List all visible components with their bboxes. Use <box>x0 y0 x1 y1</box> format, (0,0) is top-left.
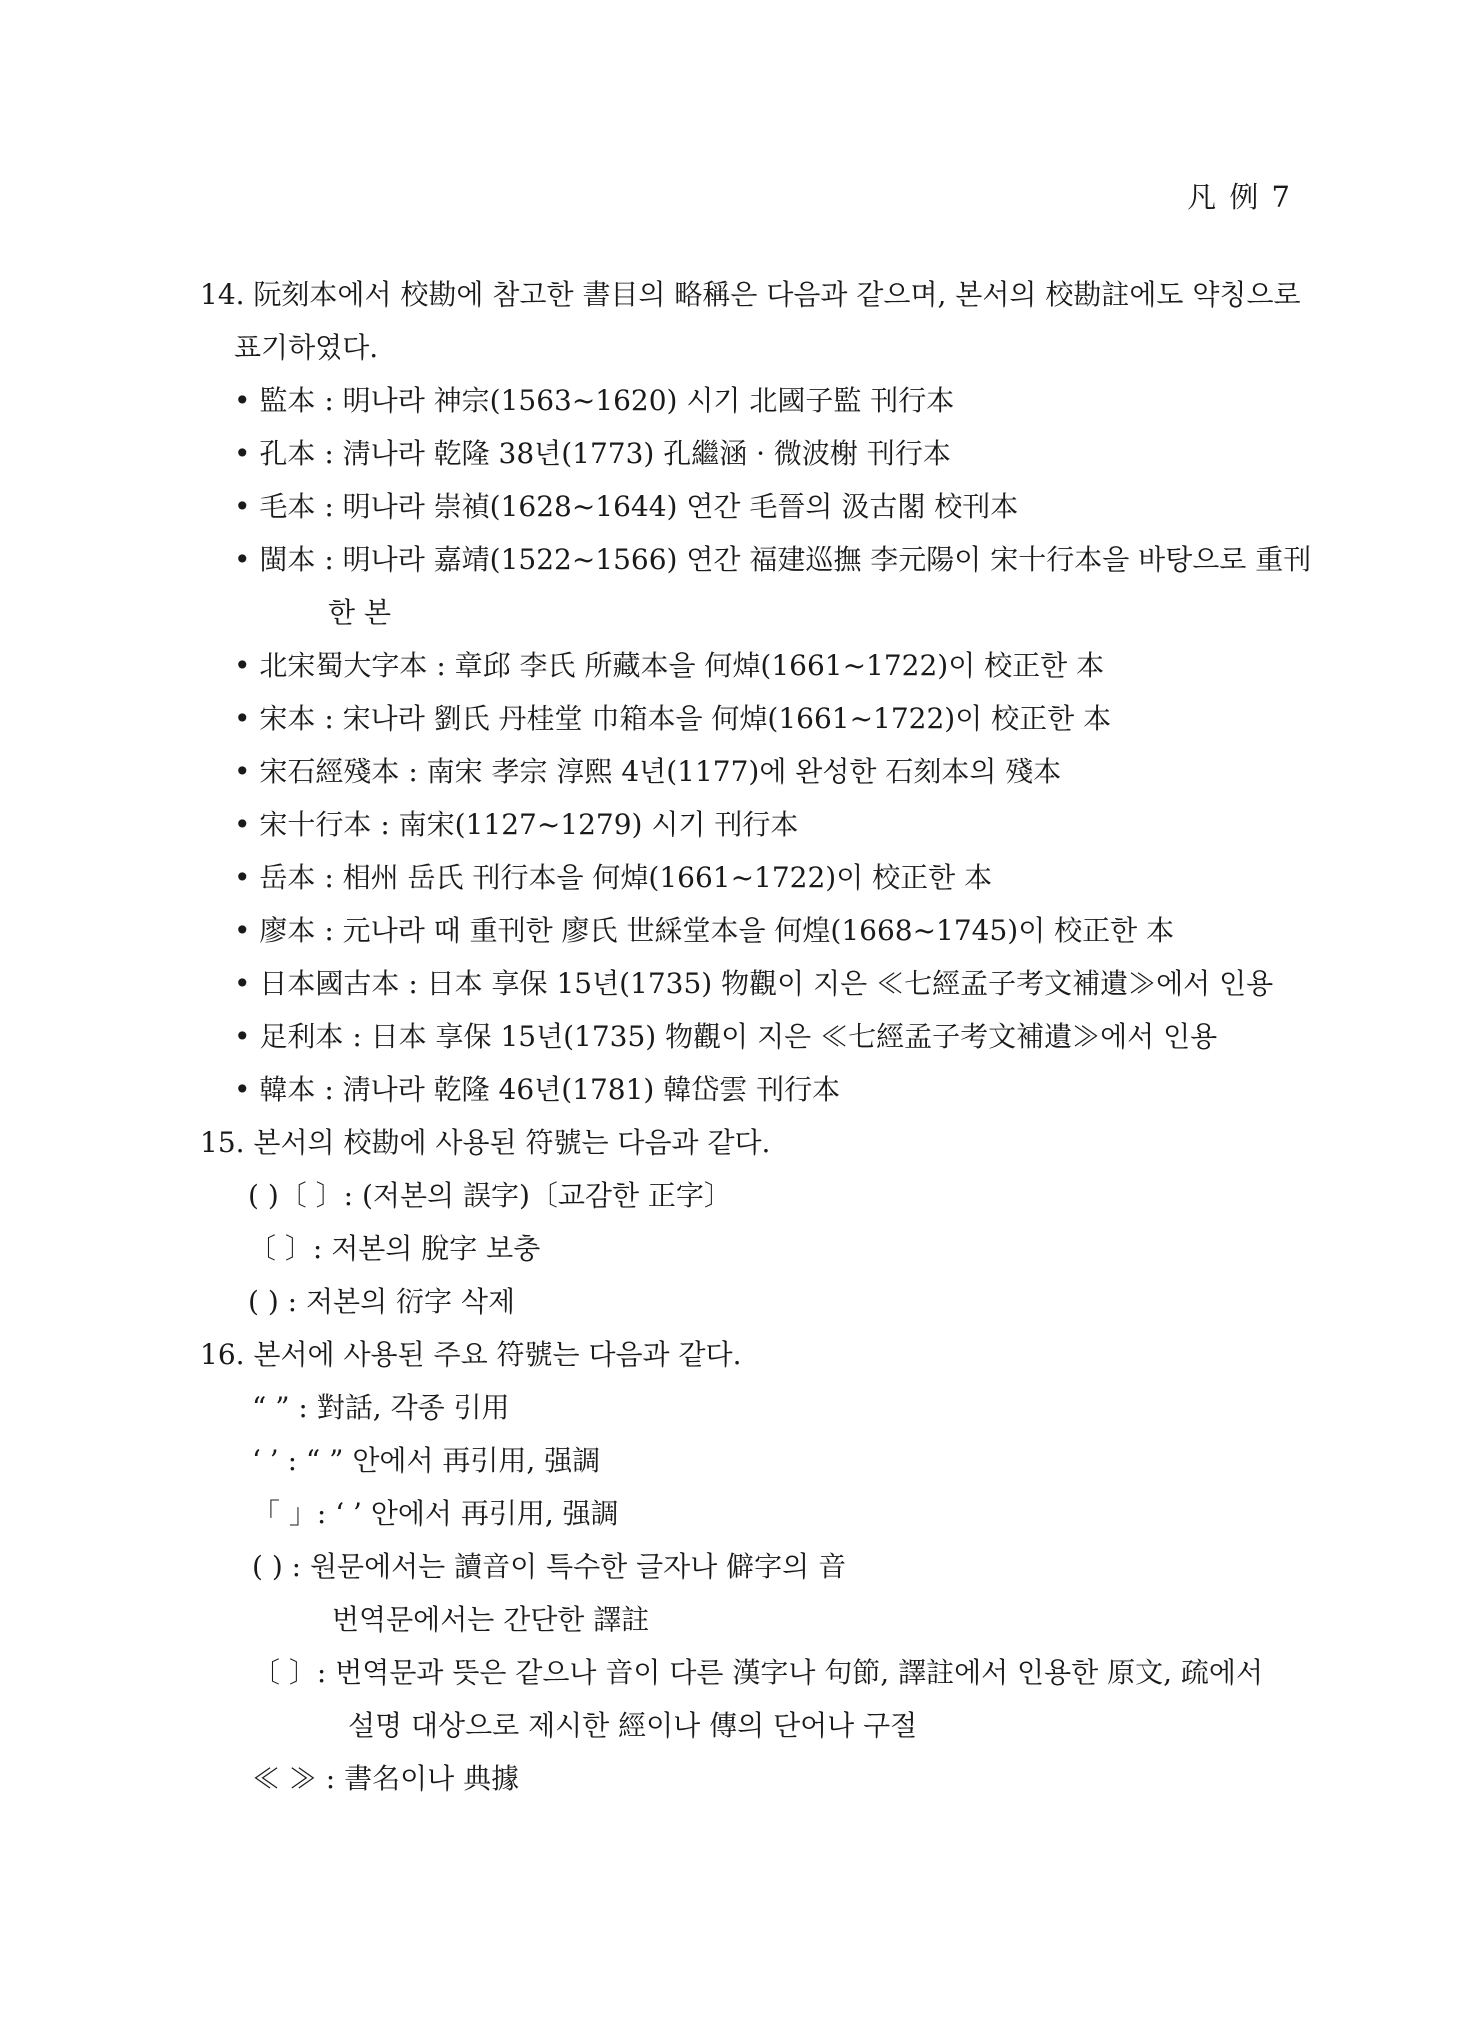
text-line: • 宋石經殘本 : 南宋 孝宗 淳熙 4년(1177)에 완성한 石刻本의 殘本 <box>234 755 1062 788</box>
text-line: • 日本國古本 : 日本 享保 15년(1735) 物觀이 지은 ≪七經孟子考文補遺≫에서 인용 <box>234 967 1274 1000</box>
text-line: • 宋本 : 宋나라 劉氏 丹桂堂 巾箱本을 何焯(1661~1722)이 校正한 本 <box>234 702 1112 735</box>
text-line: ( ) : 원문에서는 讀音이 특수한 글자나 僻字의 音 <box>252 1550 847 1583</box>
text-line: 「 」: ‘ ’ 안에서 再引用, 强調 <box>252 1497 619 1530</box>
text-line: 번역문에서는 간단한 譯註 <box>332 1603 650 1636</box>
text-line: 표기하였다. <box>234 331 379 364</box>
text-line: 15. 본서의 校勘에 사용된 符號는 다음과 같다. <box>200 1126 771 1159</box>
running-header: 凡 例 7 <box>1187 180 1292 214</box>
text-line: 〔 〕: 저본의 脫字 보충 <box>248 1232 541 1265</box>
text-line: • 足利本 : 日本 享保 15년(1735) 物觀이 지은 ≪七經孟子考文補遺≫에서 인용 <box>234 1020 1218 1053</box>
text-line: • 毛本 : 明나라 崇禎(1628~1644) 연간 毛晉의 汲古閣 校刊本 <box>234 490 1019 523</box>
page-body <box>200 268 1310 1805</box>
text-line: • 岳本 : 相州 岳氏 刊行本을 何焯(1661~1722)이 校正한 本 <box>234 861 993 894</box>
text-line: ( ) : 저본의 衍字 삭제 <box>248 1285 516 1318</box>
text-line: ( )〔 〕: (저본의 誤字)〔교감한 正字〕 <box>248 1179 732 1212</box>
text-line: “ ” : 對話, 각종 引用 <box>252 1391 510 1424</box>
text-line: ‘ ’ : “ ” 안에서 再引用, 强調 <box>252 1444 601 1477</box>
text-line: 설명 대상으로 제시한 經이나 傳의 단어나 구절 <box>348 1709 918 1742</box>
text-line: 16. 본서에 사용된 주요 符號는 다음과 같다. <box>200 1338 742 1371</box>
text-line: 한 본 <box>328 596 391 629</box>
text-line: • 北宋蜀大字本 : 章邱 李氏 所藏本을 何焯(1661~1722)이 校正한 本 <box>234 649 1105 682</box>
text-line: • 宋十行本 : 南宋(1127~1279) 시기 刊行本 <box>234 808 799 841</box>
text-line: • 韓本 : 淸나라 乾隆 46년(1781) 韓岱雲 刊行本 <box>234 1073 841 1106</box>
text-line: • 閩本 : 明나라 嘉靖(1522~1566) 연간 福建巡撫 李元陽이 宋十行本을 바탕으로 重刊 <box>234 543 1312 576</box>
text-line: • 孔本 : 淸나라 乾隆 38년(1773) 孔繼涵 · 微波榭 刊行本 <box>234 437 951 470</box>
text-line: • 廖本 : 元나라 때 重刊한 廖氏 世綵堂本을 何煌(1668~1745)이 校正한 本 <box>234 914 1175 947</box>
text-line: • 監本 : 明나라 神宗(1563~1620) 시기 北國子監 刊行本 <box>234 384 955 417</box>
text-line: 〔 〕: 번역문과 뜻은 같으나 音이 다른 漢字나 句節, 譯註에서 인용한 原文, 疏에서 <box>252 1656 1264 1689</box>
text-line: ≪ ≫ : 書名이나 典據 <box>252 1762 520 1795</box>
text-line: 14. 阮刻本에서 校勘에 참고한 書目의 略稱은 다음과 같으며, 본서의 校勘註에도 약칭으로 <box>200 278 1301 311</box>
